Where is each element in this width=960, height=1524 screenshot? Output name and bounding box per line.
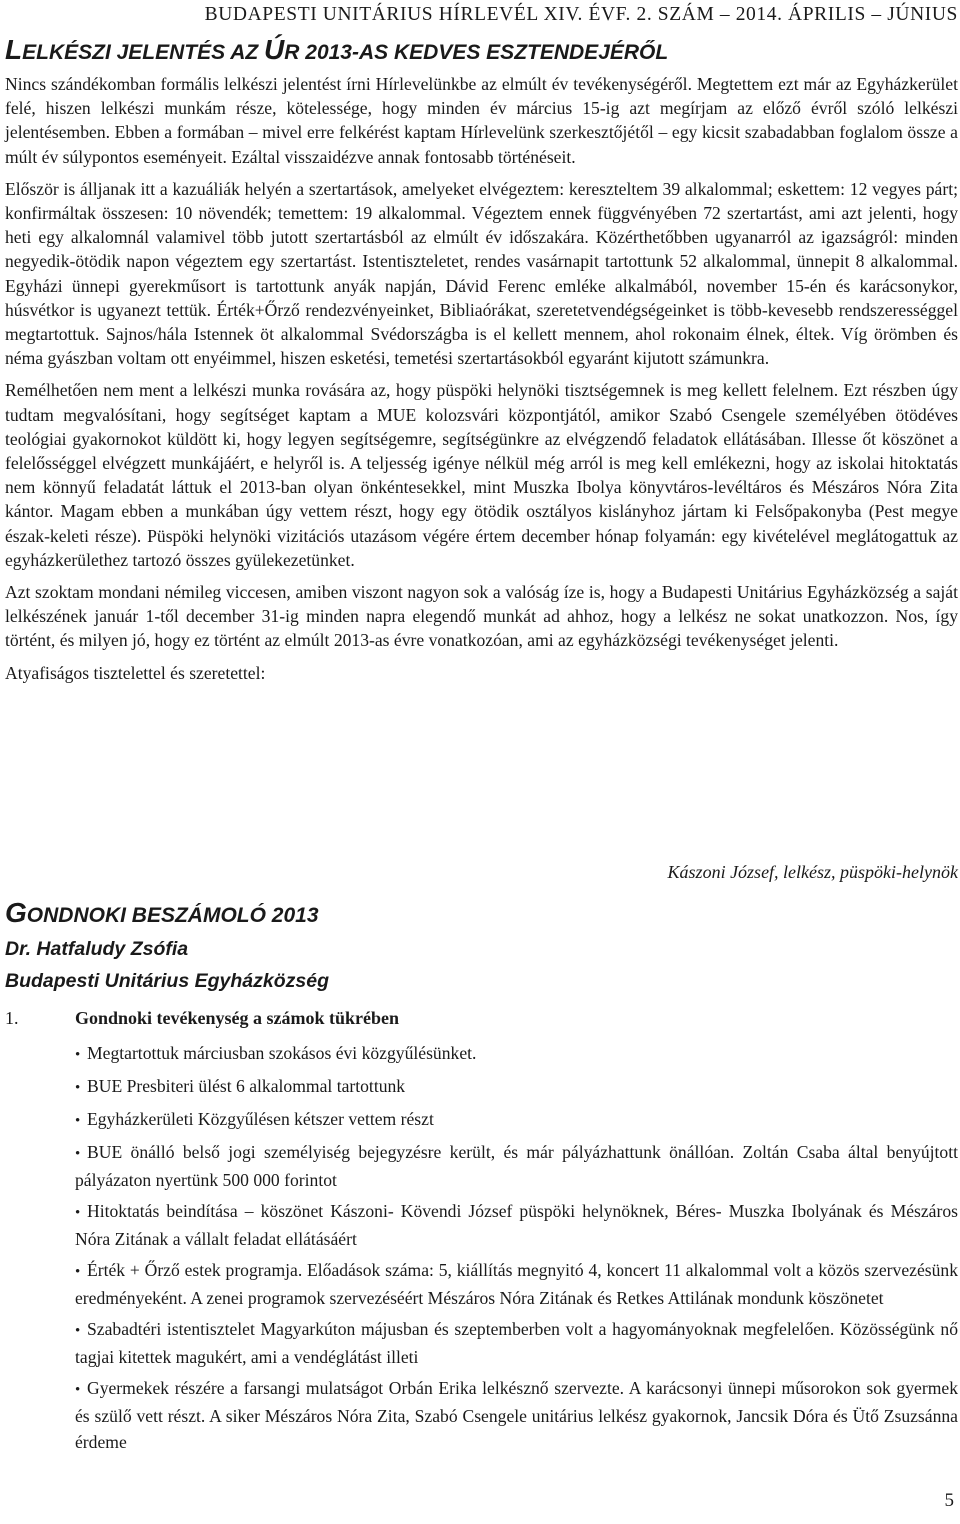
- gondnoki-title-rest: ONDNOKI BESZÁMOLÓ 2013: [26, 904, 319, 927]
- report-title-part1: ELKÉSZI JELENTÉS AZ: [22, 41, 265, 64]
- running-header: BUDAPESTI UNITÁRIUS HÍRLEVÉL XIV. ÉVF. 2. SZÁM – 2014. ÁPRILIS – JÚNIUS: [204, 4, 958, 25]
- gondnoki-author: Dr. Hatfaludy Zsófia: [5, 938, 189, 960]
- bullet-dot-icon: •: [75, 1323, 81, 1339]
- report-paragraph-1: Nincs szándékomban formális lelkészi jelentést írni Hírlevelünkbe az elmúlt év tevékenységéről. Megtettem ezt már az Egyházkerület felé, hiszen lelkészi munkám része, kötelessége, hogy minden év március 15-ig azt megírjam az előző évről szóló lelkészi jelentésemben. Ebben a formában – mivel erre felkérést kaptam Hírlevelünk szerkesztőjétől – egy kicsit szabadabban foglalom össze a múlt év súlypontos eseményeit. Ezáltal visszaidézve annak fontosabb történéseit.: [5, 74, 958, 167]
- bullet-item: [75, 1139, 958, 1193]
- report-body: [5, 72, 958, 693]
- report-paragraph-4: Azt szoktam mondani némileg viccesen, amiben viszont nagyon sok a valóság íze is, hogy a Budapesti Unitárius Egyházközség a saját lelkészének január 1-től december 31-ig minden napra elegendő munkát ad ahhoz, hogy a lelkész ne sokat unatkozzon. Nos, így történt, és milyen jó, hogy ez történt az elmúlt 2013-as évre vonatkozóan, ami az egyházközségi tevékenységet jelenti.: [5, 582, 958, 651]
- bullet-dot-icon: •: [75, 1264, 81, 1280]
- report-paragraph-3: Remélhetően nem ment a lelkészi munka rovására az, hogy püspöki helynöki tisztségemnek is meg kellett felelnem. Ezt részben úgy tudtam megvalósítani, hogy segítséget kaptam a MUE kolozsvári központjától, amikor Szabó Csengele személyében ötödéves teológiai gyakornokot küldött ki, hogy legyen segítségemre, segítségünkre az elvégzendő feladatok ellátásában. Illesse őt köszönet a felelősséggel elvégzett munkájáért, e helyről is. A teljesség igénye nélkül még arról is meg kell emlékezni, hogy az iskolai hitoktatás nem könnyű feladatát láttuk el 2013-ban olyan önkéntesekkel, mint Muszka Ibolya könyvtáros-levéltáros és Mészáros Nóra Zita kántor. Magam ebben a munkában úgy vettem részt, hogy egy ötödik osztályos kislányhoz jártam ki Felsőpakonyba (Pest megye észak-keleti része). Püspöki helynöki vizitációs utazásom végére értem december hónap folyamán: egy kivételével meglátogattuk az egyházkerülethez tartozó összes gyülekezetünket.: [5, 380, 958, 570]
- bullet-dot-icon: •: [75, 1146, 81, 1162]
- report-title-initial: L: [5, 34, 23, 65]
- report-closing: Atyafiságos tisztelettel és szeretettel:: [5, 662, 266, 683]
- bullet-text: Hitoktatás beindítása – köszönet Kászoni- Kövendi József püspöki helynöknek, Béres- Muszka Ibolyának és Mészáros Nóra Zitának a vállalt feladat ellátásáért: [75, 1201, 958, 1249]
- bullet-text: Érték + Őrző estek programja. Előadások száma: 5, kiállítás megnyitó 4, koncert 11 alkalommal volt a közös szervezésünk eredményeként. A zenei programok szervezéséért Mészáros Nóra Zitának és Retkes Attilának mondunk köszönetet: [75, 1260, 958, 1308]
- list-heading-text: Gondnoki tevékenység a számok tükrében: [75, 1008, 400, 1028]
- bullet-item: [75, 1257, 958, 1311]
- gondnoki-title-initial: G: [5, 897, 27, 928]
- gondnoki-organization: Budapesti Unitárius Egyházközség: [5, 970, 329, 992]
- bullet-item: [75, 1316, 958, 1370]
- bullet-dot-icon: •: [75, 1047, 81, 1063]
- bullet-item: [75, 1375, 958, 1455]
- list-number: 1.: [5, 1008, 19, 1028]
- bullet-text: Megtartottuk márciusban szokásos évi közgyűlésünket.: [87, 1043, 477, 1063]
- report-signature: Kászoni József, lelkész, püspöki-helynök: [667, 862, 958, 882]
- gondnoki-list-heading: [5, 1008, 945, 1029]
- bullet-item: [75, 1040, 958, 1068]
- bullet-dot-icon: •: [75, 1080, 81, 1096]
- bullet-dot-icon: •: [75, 1205, 81, 1221]
- bullet-item: [75, 1198, 958, 1252]
- gondnoki-bullet-list: [75, 1040, 958, 1460]
- report-title-u-initial: Ú: [264, 34, 285, 65]
- bullet-text: BUE Presbiteri ülést 6 alkalommal tartottunk: [87, 1076, 406, 1096]
- report-title-part2: R 2013-AS KEDVES ESZTENDEJÉRŐL: [284, 41, 669, 64]
- bullet-item: [75, 1073, 958, 1101]
- bullet-item: [75, 1106, 958, 1134]
- gondnoki-title: [5, 897, 705, 929]
- page-number: 5: [944, 1490, 954, 1511]
- report-title: [5, 34, 945, 66]
- bullet-text: Szabadtéri istentisztelet Magyarkúton májusban és szeptemberben volt a hagyományoknak megfelelően. Közösségünk nő tagjai kitettek magukért, ami a vendéglátást illeti: [75, 1319, 958, 1367]
- bullet-text: Gyermekek részére a farsangi mulatságot Orbán Erika lelkésznő szervezte. A karácsonyi ünnepi műsorokon sok gyermek és szülő vett részt. A siker Mészáros Nóra Zita, Szabó Csengele unitárius lelkész gyakornok, Jancsik Dóra és Ütő Zsuzsánna érdeme: [75, 1378, 958, 1452]
- bullet-text: BUE önálló belső jogi személyiség bejegyzésre került, és már pályázhattunk önállóan. Zoltán Csaba által benyújtott pályázaton nyertünk 500 000 forintot: [75, 1142, 958, 1190]
- bullet-dot-icon: •: [75, 1382, 81, 1398]
- bullet-dot-icon: •: [75, 1113, 81, 1129]
- bullet-text: Egyházkerületi Közgyűlésen kétszer vettem részt: [87, 1109, 434, 1129]
- report-paragraph-2: Először is álljanak itt a kazuáliák helyén a szertartások, amelyeket elvégeztem: kereszteltem 39 alkalommal; eskettem: 12 vegyes párt; konfirmáltak összesen: 10 növendék; temettem: 19 alkalommal. Végeztem ennek függvényében 72 szertartást, ami azt jelenti, hogy heti egy alkalomnál valamivel több jutott szertartásból az elmúlt év időszakára. Közérthetőbben ugyanarról az igazságról: minden negyedik-ötödik napon végeztem egy szertartást. Istentiszteletet, rendes vasárnapit tartottunk 52 alkalommal, ünnepit 8 alkalommal. Egyházi ünnepi gyerekműsort is tartottunk anyák napján, Dávid Ferenc emléke alkalmából, november 15-én és karácsonykor, húsvétkor is ugyanezt tettük. Érték+Őrző rendezvényeinket, Bibliaórákat, szeretetvendégségeinket is több-kevesebb rendszerességgel megtartottuk. Sajnos/hála Istennek öt alkalommal Svédországba is el kellett mennem, ahol rokonaim élnek, éltek. Víg örömben és néma gyászban voltam ott enyéimmel, hiszen esketési, temetési szertartásokból egyaránt kijutott számunkra.: [5, 178, 958, 369]
